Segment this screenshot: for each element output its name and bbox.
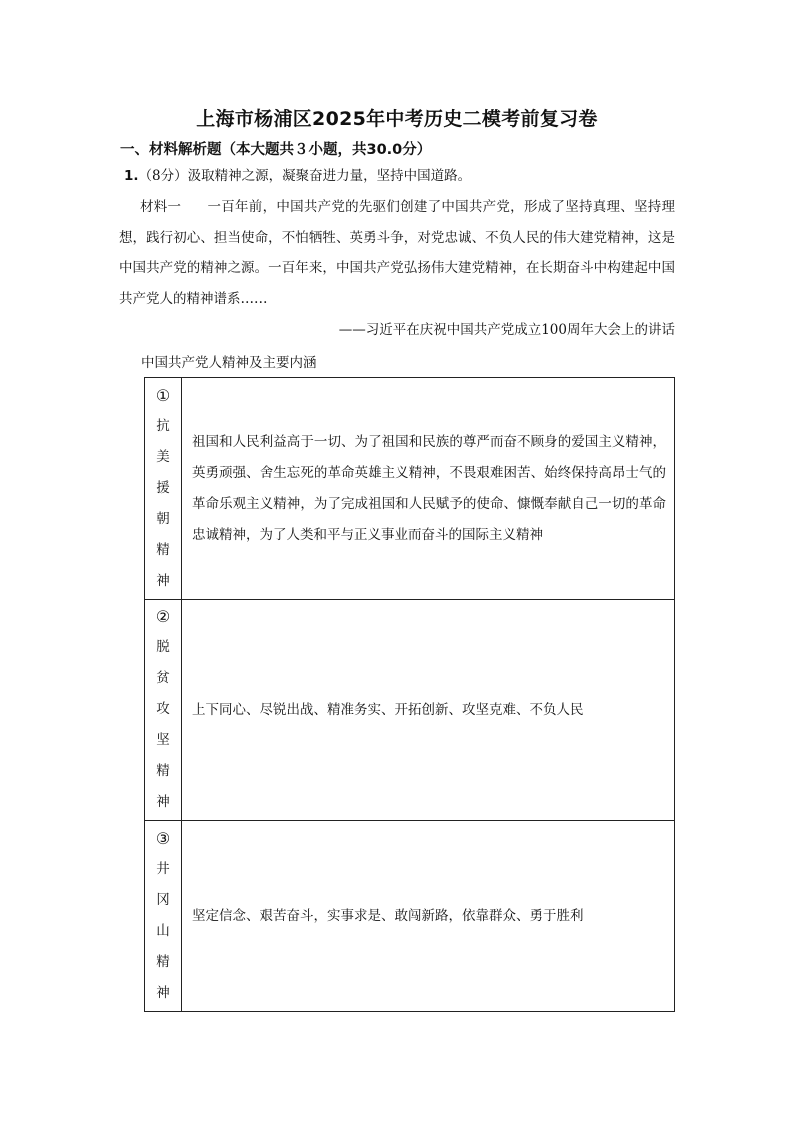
table-caption: 中国共产党人精神及主要内涵 <box>141 355 317 371</box>
material-text: 一百年前，中国共产党的先驱们创建了中国共产党，形成了坚持真理、坚持理想，践行初心、担当使命，不怕牺牲、英勇斗争，对党忠诚、不负人民的伟大建党精神，这是中国共产党的精神之源。一百年来，中国共产党弘扬伟大建党精神，在长期奋斗中构建起中国共产党人的精神谱系…… <box>119 199 676 307</box>
material-source: ——习近平在庆祝中国共产党成立100周年大会上的讲话 <box>338 322 675 338</box>
spirit-name-cell <box>145 821 182 1012</box>
question-number: 1. <box>124 168 139 184</box>
spirit-content: 祖国和人民利益高于一切、为了祖国和民族的尊严而奋不顾身的爱国主义精神，英勇顽强、舍生忘死的革命英雄主义精神，不畏艰难困苦、始终保持高昂士气的革命乐观主义精神，为了完成祖国和人民赋予的使命、慷慨奉献自己一切的革命忠诚精神，为了人类和平与正义事业而奋斗的国际主义精神 <box>182 378 675 600</box>
table-row <box>145 600 675 821</box>
table-row <box>145 821 675 1012</box>
spirit-name: 抗美援朝精神 <box>156 417 170 589</box>
spirit-content: 坚定信念、艰苦奋斗，实事求是、敢闯新路，依靠群众、勇于胜利 <box>182 821 675 1012</box>
section-heading: 一、材料解析题（本大题共３小题，共30.0分） <box>120 142 432 158</box>
spirit-name-cell <box>145 378 182 600</box>
spirit-name-cell <box>145 600 182 821</box>
question-1 <box>124 164 471 184</box>
row-marker: ① <box>155 385 171 405</box>
spirit-name: 脱贫攻坚精神 <box>156 639 170 810</box>
row-marker: ③ <box>155 828 171 848</box>
question-score: （8分） <box>138 168 188 184</box>
table-row <box>145 378 675 600</box>
material-label: 材料一 <box>140 199 182 215</box>
material-one <box>119 192 675 314</box>
spirit-table <box>144 377 675 1012</box>
question-stem: 汲取精神之源，凝聚奋进力量，坚持中国道路。 <box>187 168 472 184</box>
page-title: 上海市杨浦区2025年中考历史二模考前复习卷 <box>196 108 598 130</box>
spirit-content: 上下同心、尽锐出战、精准务实、开拓创新、攻坚克难、不负人民 <box>182 600 675 821</box>
row-marker: ② <box>155 607 171 626</box>
spirit-name: 井冈山精神 <box>156 860 170 1001</box>
